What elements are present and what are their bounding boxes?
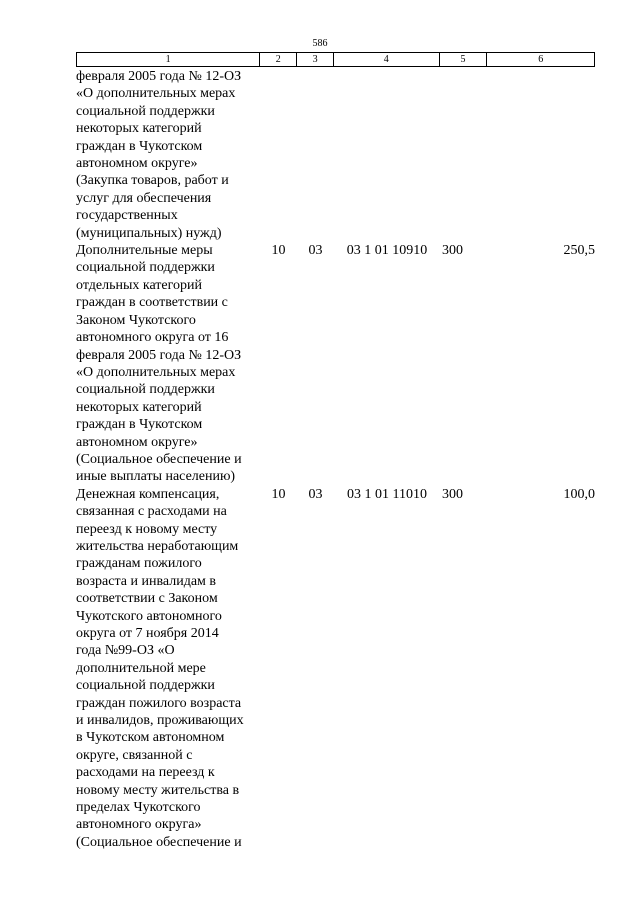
row-expense-type	[440, 68, 488, 242]
header-cell-3: 3	[297, 53, 334, 66]
row-expense-type: 300	[442, 243, 463, 259]
row-subsection	[297, 68, 334, 242]
header-cell-6: 6	[538, 54, 544, 65]
row-expense-type: 300	[442, 486, 463, 502]
row-description: Денежная компенсация, связанная с расходами на переезд к новому месту жительства неработающим гражданам пожилого возраста и инвалидам в соответствии с Законом Чукотского автономного округа от 7 ноября 2014 года №99-ОЗ «О дополнительной мере социальной поддержки граждан пожилого возраста и инвалидов, проживающих в Чукотском автономном округе, связанной с расходами на переезд к новому месту жительства в пределах Чукотского автономного округа» (Социальное обеспечение и	[76, 486, 244, 850]
row-section	[260, 68, 297, 242]
table-body	[76, 68, 595, 851]
page-number: 586	[312, 38, 328, 49]
row-description: Дополнительные меры социальной поддержки отдельных категорий граждан в соответствии с Законом Чукотского автономного округа от 16 февраля 2005 года № 12-ОЗ «О дополнительных мерах социальной поддержки некоторых категорий граждан в Чукотском автономном округе» (Социальное обеспечение и иные выплаты населению)	[76, 243, 242, 485]
header-cell-5: 5	[440, 53, 488, 66]
table-row	[76, 242, 595, 486]
header-cell-1: 1	[77, 53, 260, 66]
table-header-row	[76, 52, 595, 67]
row-description: февраля 2005 года № 12-ОЗ «О дополнительных мерах социальной поддержки некоторых категорий граждан в Чукотском автономном округе» (Закупка товаров, работ и услуг для обеспечения государственных (муниципальных) нужд)	[76, 69, 242, 241]
row-amount: 100,0	[563, 486, 595, 502]
table-row	[76, 68, 595, 242]
row-target-article: 03 1 01 11010	[347, 486, 427, 502]
row-amount	[488, 68, 595, 242]
row-target-article	[334, 68, 440, 242]
header-cell-4: 4	[334, 53, 440, 66]
row-target-article: 03 1 01 10910	[346, 243, 428, 259]
row-amount: 250,5	[563, 243, 595, 259]
table-row	[76, 486, 595, 852]
row-section: 10	[271, 243, 286, 259]
row-section: 10	[271, 486, 286, 502]
header-cell-2: 2	[260, 53, 297, 66]
row-subsection: 03	[308, 486, 323, 502]
row-subsection: 03	[308, 243, 323, 259]
